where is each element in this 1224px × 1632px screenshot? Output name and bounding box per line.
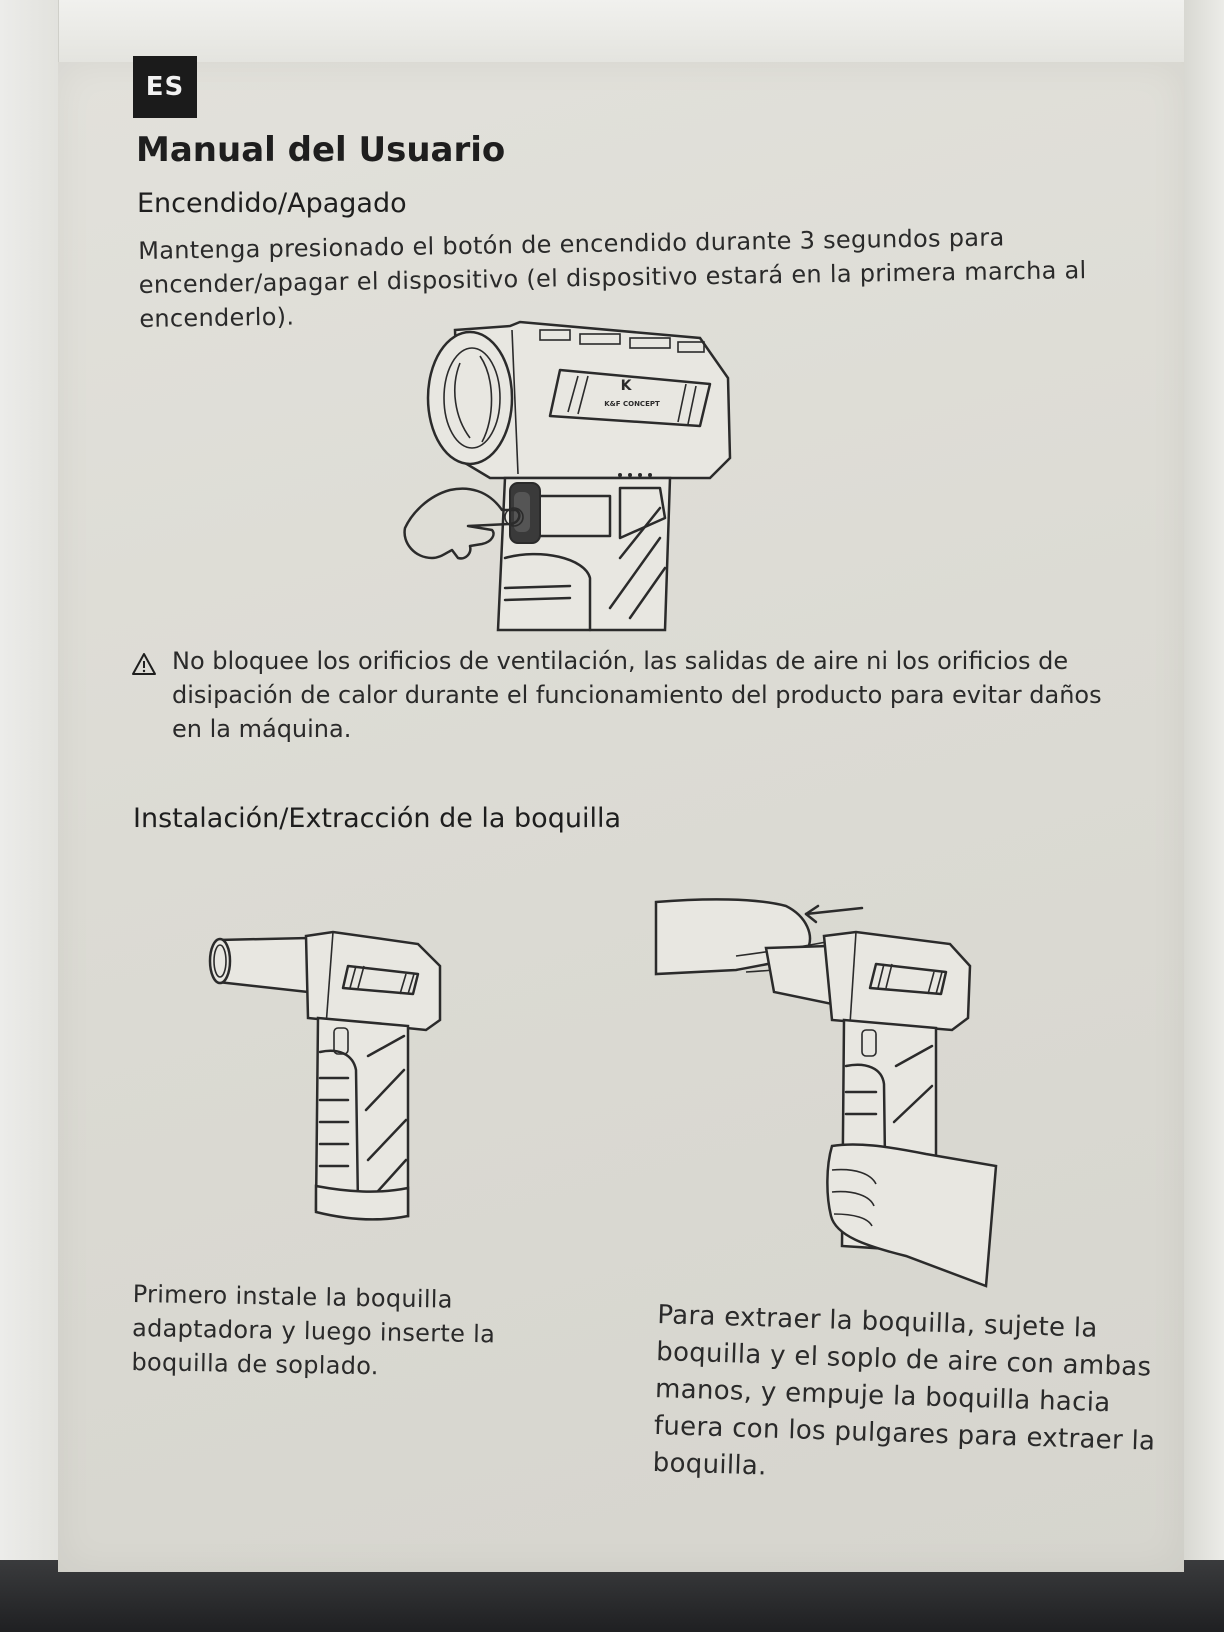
nozzle-install-illustration [208,930,448,1230]
power-heading: Encendido/Apagado [137,188,407,219]
nozzle-heading: Instalación/Extracción de la boquilla [133,803,621,834]
paper-left-fold [0,0,59,1580]
install-instructions: Primero instale la boquilla adaptadora y luego inserte la boquilla de soplado. [131,1279,496,1381]
power-instructions: Mantenga presionado el botón de encendido durante 3 segundos para encender/apagar el dispositivo (el dispositivo estará en la primera marcha al encenderlo). [138,223,1087,333]
power-button-illustration [410,318,770,630]
paper-top-fold [0,0,1224,63]
nozzle-removal-illustration [656,896,1016,1286]
paper-right-fold [1184,0,1224,1580]
warning-text: No bloquee los orificios de ventilación, las salidas de aire ni los orificios de disipación de calor durante el funcionamiento del producto para evitar daños en la máquina. [172,647,1102,743]
page-title: Manual del Usuario [136,130,506,170]
language-tag: ES [133,56,197,118]
removal-instructions: Para extraer la boquilla, sujete la boquilla y el soplo de aire con ambas manos, y empuje la boquilla hacia fuera con los pulgares para extraer la boquilla. [652,1299,1156,1482]
device-brand-label: K&F CONCEPT [604,400,660,408]
svg-text:K: K [620,378,632,394]
warning-triangle-icon [132,652,156,676]
